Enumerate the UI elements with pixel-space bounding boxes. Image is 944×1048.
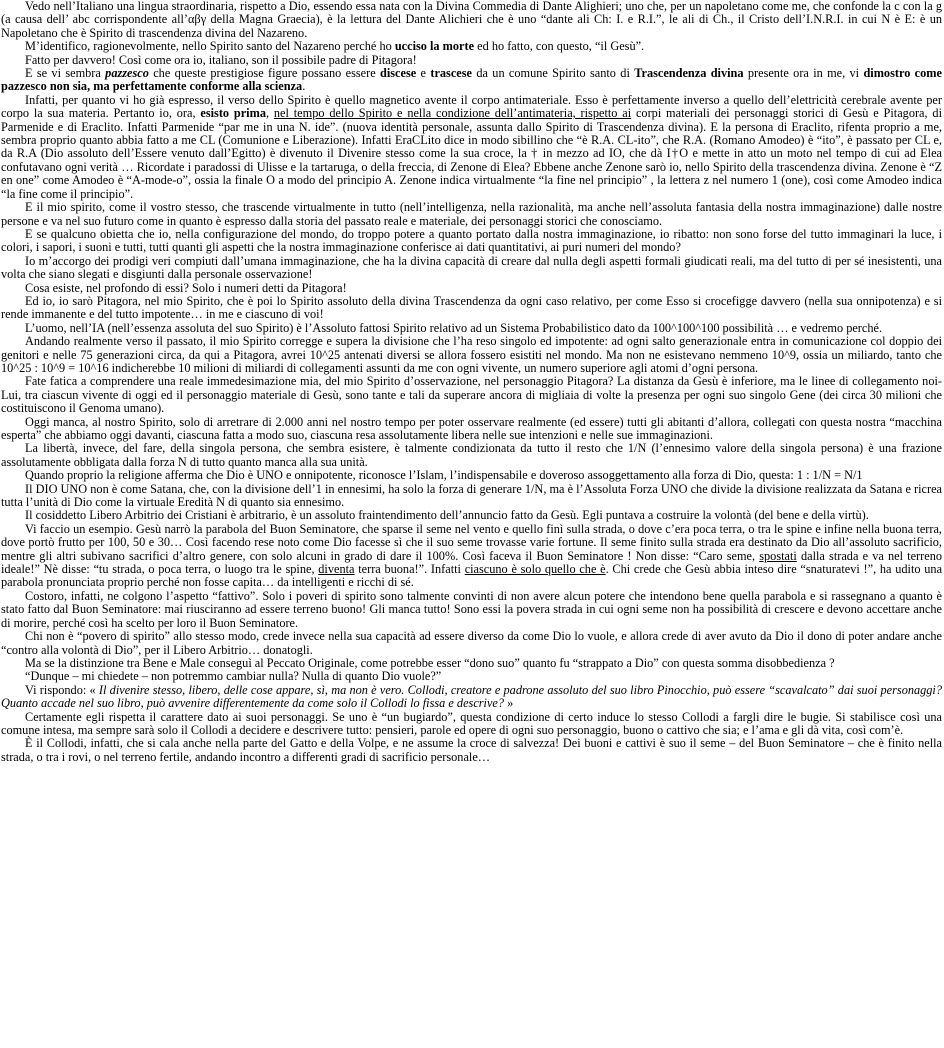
text-run: Fate fatica a comprendere una reale immedesimazione mia, del mio Spirito d’osservazione, nel personaggio Pitagora? La distanza da Gesù è inferiore, ma le linee di collegamento noi-Lui, tra ciascun vivente di oggi ed il personaggio materiale di Gesù, sono tante e tali da superare ancora di migliaia di volte la presenza per ogni suo singolo Gene (dei circa 30 milioni che costituiscono il Genoma umano). xyxy=(1,374,942,416)
paragraph xyxy=(1,54,942,67)
text-run: Vi rispondo: « xyxy=(25,682,99,697)
text-run: L’uomo, nell’IA (nell’essenza assoluta del suo Spirito) è l’Assoluto fattosi Spirito relativo ad un Sistema Probabilistico dato da 100^100^100 possibilità … e vedremo perché. xyxy=(25,320,883,335)
text-run: Oggi manca, al nostro Spirito, solo di arretrare di 2.000 anni nel nostro tempo per poter osservare realmente (ed essere) tutti gli abitanti d’allora, collegati con questa nostra “macchina esperta” che abbiamo oggi davanti, ciascuna fatta a modo suo, ciascuna resa assolutamente libera nelle sue intenzioni e nelle sue immaginazioni. xyxy=(1,414,942,442)
paragraph xyxy=(1,282,942,295)
emphasis-text: ciascuno è solo quello che è xyxy=(464,562,606,577)
text-run: Chi non è “povero di spirito” allo stesso modo, crede invece nella sua capacità ad essere diverso da come Dio lo vuole, e allora crede di aver avuto da Dio il dono di poter andare anche “contro alla volontà di Dio”, per il Libero Arbitrio… donatogli. xyxy=(1,629,942,657)
text-run: Ma se la distinzione tra Bene e Male conseguì al Peccato Originale, come potrebbe esser “dono suo” quanto fu “strappato a Dio” con questa somma disobbedienza ? xyxy=(25,655,835,670)
paragraph xyxy=(1,737,942,764)
paragraph xyxy=(1,657,942,670)
paragraph xyxy=(1,0,942,40)
text-run: corpi materiali dei personaggi storici di Gesù e Pitagora, di Parmenide e di Eraclito. Infatti Parmenide “par me in una N. ide”. (nuova identità personale, assunta dallo Spirito di Trascendenza divina). E la persona di Eraclito, rifenta proprio a me, sembra proprio quanto abbia fatto a me CL (Comunione e Liberazione). Infatti EraCLito dice in modo sibillino che “è R.A. CL-ito”, che R.A. (Romano Amodeo) è “ito”, è passato per CL e, da R.A (Dio assoluto dell’Essere venuto dall’Egitto) è divenuto il Divenire stesso come la sua croce, la † in mezzo ad IO, che dà I†O e mette in atto un moto nel tempo di cui ad Elea confutavano ogni verità … Ricordate i paradossi di Ulisse e la tartaruga, o della freccia, di Zenone di Elea? Ebbene anche Zenone sarò io, nello Spirito della trascendenza divina. Zenone è “Z en one” come Amodeo è “A-mode-o”, ossia la finale O a modo del principio A. Zenone indica virtualmente “la fine nel principio” , la lettera z nel numero 1 (one), così come Amodeo indica “la fine come il principio”. xyxy=(1,106,942,201)
text-run: ed ho fatto, con questo, “il Gesù”. xyxy=(474,39,645,54)
paragraph xyxy=(1,40,942,53)
paragraph xyxy=(1,255,942,282)
text-run: terra buona!”. Infatti xyxy=(354,562,465,577)
text-run: Io m’accorgo dei prodigi veri compiuti dall’umana immaginazione, che ha la divina capacità di creare dal nulla degli aspetti formali giudicati reali, ma del tutto di per sé inesistenti, una volta che siano slegati e disgiunti dalla personale osservazione! xyxy=(1,253,942,282)
paragraph xyxy=(1,335,942,375)
paragraph xyxy=(1,670,942,683)
emphasis-text: nel tempo dello Spirito e nella condizione dell’antimateria, rispetto ai xyxy=(273,106,632,121)
paragraph xyxy=(1,523,942,590)
text-run: Costoro, infatti, ne colgono l’aspetto “fattivo”. Solo i poveri di spirito sono talmente convinti di non avere alcun potere che intendono bene quella parabola e si rassegnano a quanto è stato fatto dal Buon Seminatore: mai riusciranno ad essere terreno buono! Gli manca tutto! Sono essi la povera strada in cui ogni seme non ha possibilità di crescere e devono accettare anche di morire, perché così ha scelto per loro il Buon Seminatore. xyxy=(1,588,942,630)
emphasis-text: spostati xyxy=(759,548,797,563)
text-run: È il Collodi, infatti, che si cala anche nella parte del Gatto e della Volpe, e ne assume la croce di salvezza! Dei buoni e cattivi è suo il seme – del Buon Seminatore – che è finito nella strada, o tra i rovi, o nel terreno fertile, andando incontro a differenti gradi di sacrificio personale… xyxy=(1,736,942,764)
text-run: Ed io, io sarò Pitagora, nel mio Spirito, che è poi lo Spirito assoluto della divina Trascendenza da ogni caso relativo, per come Esso si crocefigge davvero (nella sua onnipotenza) e si rende immanente e del tutto impotente… in me e ciascuno di voi! xyxy=(1,293,942,322)
paragraph xyxy=(1,201,942,228)
text-run: dalla strada e va nel terreno ideale!” Nè disse: “tu strada, o poca terra, o luogo tra le spine, xyxy=(1,548,942,577)
text-run: Vedo nell’Italiano una lingua straordinaria, rispetto a Dio, essendo essa nata con la Divina Commedia di Dante Alighieri; uno che, per un napoletano come me, che confonde la c con la g (a causa dell’ abc corrispondente all’αβγ della Magna Graecia), è la lettura del Dante Alichieri che è uno “dante ali Ch: I. e R.I.”, le ali di Ch., il Cristo dell’I.N.R.I. in cui N è E: è un Napoletano che è Spirito di trascendenza divina del Nazareno. xyxy=(1,0,942,40)
paragraph xyxy=(1,442,942,469)
text-run: La libertà, invece, del fare, della singola persona, che sembra esistere, è talmente condizionata da tutto il resto che 1/N (l’ennesimo valore della singola persona) è una frazione assolutamente obbligata dalla forza N di tutto quanto manca alla sua unità. xyxy=(1,441,942,469)
text-run: “Dunque – mi chiedete – non potremmo cambiar nulla? Nulla di quanto Dio vuole?” xyxy=(25,669,442,684)
emphasis-text: ucciso la morte xyxy=(394,39,475,54)
text-run: Cosa esiste, nel profondo di essi? Solo i numeri detti da Pitagora! xyxy=(25,280,347,295)
text-run: Il DIO UNO non è come Satana, che, con la divisione dell’1 in ennesimi, ha solo la forza di generare 1/N, ma è l’Assoluta Forza UNO che divide la divisione realizzata da Satana e ricrea tutta l’unità di Dio come la virtuale Eredità N di quanto sia ennesimo. xyxy=(1,481,942,510)
emphasis-text: discese xyxy=(380,66,417,81)
text-run: Fatto per davvero! Così come ora io, italiano, son il possibile padre di Pitagora! xyxy=(25,52,417,67)
emphasis-text: dimostro come pazzesco non sia, ma perfettamente conforme alla scienza xyxy=(1,66,942,94)
text-run: Certamente egli rispetta il carattere dato ai suoi personaggi. Se uno è “un bugiardo”, questa condizione di certo induce lo stesso Collodi a fargli dire le bugie. Si stabilisce così una comune intesa, ma sempre sarà solo il Collodi a decidere e descrivere tutto: pensieri, parole ed opere di ogni suo personaggio, buono o cattivo che sia; e l’ama e gli dà vita, così com’è. xyxy=(1,709,942,737)
text-run: , xyxy=(266,106,274,121)
text-run: e xyxy=(416,66,431,81)
text-run: Infatti, per quanto vi ho già espresso, il verso dello Spirito è quello magnetico avente il corpo antimateriale. Esso è perfettamente inverso a quello dell’elettricità cerebrale avente per corpo la sua materia. Pertanto io, ora, xyxy=(1,92,942,121)
paragraph xyxy=(1,590,942,630)
text-run: Il cosiddetto Libero Arbitrio dei Cristiani è arbitrario, è un assoluto fraintendimento dell’annuncio fatto da Gesù. Egli puntava a costruire la volontà (del bene e della virtù). xyxy=(25,508,869,523)
paragraph xyxy=(1,375,942,415)
emphasis-text: trascese xyxy=(430,66,473,81)
emphasis-text: Trascendenza divina xyxy=(634,66,744,81)
emphasis-text: esisto prima xyxy=(200,106,266,121)
text-run: Quando proprio la religione afferma che Dio è UNO e onnipotente, riconosce l’Islam, l’indispensabile e doveroso assoggettamento alla forza di Dio, questa: 1 : 1/N = N/1 xyxy=(25,468,863,483)
text-run: E il mio spirito, come il vostro stesso, che trascende virtualmente in tutto (nell’intelligenza, nella razionalità, ma anche nell’assoluta fantasia della nostra immaginazione) dalle nostre persone e va nel suo futuro come in quanto è espresso dalla storia del passato reale e materiale, dei personaggi storici che conosciamo. xyxy=(1,200,942,228)
text-run: da un comune Spirito santo di xyxy=(472,66,635,81)
paragraph xyxy=(1,322,942,335)
paragraph xyxy=(1,469,942,482)
text-run: E se qualcuno obietta che io, nella configurazione del mondo, do troppo potere a quanto portato dalla nostra immaginazione, io ribatto: non sono forse del tutto immaginari la luce, i colori, i sapori, i suoni e tutti, tutti quanti gli aspetti che la nostra immaginazione conferisce ai dati quantitativi, ai puri numeri del mondo? xyxy=(1,226,942,255)
paragraph xyxy=(1,67,942,94)
paragraph xyxy=(1,711,942,738)
paragraph xyxy=(1,94,942,201)
paragraph xyxy=(1,684,942,711)
text-run: che queste prestigiose figure possano essere xyxy=(148,66,381,81)
emphasis-text: diventa xyxy=(318,562,355,577)
paragraph xyxy=(1,416,942,443)
text-run: Andando realmente verso il passato, il mio Spirito corregge e supera la divisione che l’ha reso singolo ed impotente: ad ogni salto generazionale entra in comunicazione col doppio dei genitori e nelle 75 generazioni circa, da qui a Pitagora, avrei 10^25 antenati diversi se allora fossero esistiti nel mondo. Ma non ne esistevano nemmeno 10^9, ossia un miliardo, tanto che 10^25 : 10^9 = 10^16 indicherebbe 10 milioni di miliardi di collegamenti assunti da me con ogni vivente, un numero superiore agli atomi d’ogni persona. xyxy=(1,334,942,375)
text-run: presente ora in me, vi xyxy=(743,66,864,81)
text-run: . xyxy=(302,79,306,94)
paragraph xyxy=(1,483,942,510)
emphasis-text: Il divenire stesso, libero, delle cose appare, sì, ma non è vero. Collodi, creatore e padrone assoluto del suo libro Pinocchio, può essere “scavalcato” dai suoi personaggi? Quanto accade nel suo libro, può avvenire differentemente da come solo il Collodi lo fissa e descrive? xyxy=(1,682,942,711)
text-run: . Chi crede che Gesù abbia inteso dire “snaturatevi !”, ha udito una parabola pronunciata proprio perché non fosse capita… da intelligenti e ricchi di sé. xyxy=(1,562,943,590)
text-run: Vi faccio un esempio. Gesù narrò la parabola del Buon Seminatore, che sparse il seme nel vento e quello finì sulla strada, o dove c’era poca terra, o tra le spine e infine nella buona terra, dove portò frutto per 100, 50 e 30… Così facendo rese noto come Dio facesse sì che il suo seme trovasse varie fortune. Il seme finito sulla strada era destinato da Dio all’assoluto sacrificio, mentre gli altri subivano sacrifici d’altro genere, con solo alcuni in grado di dare il 100%. Così faceva il Buon Seminatore ! Non disse: “Caro seme, xyxy=(1,521,942,563)
paragraph xyxy=(1,509,942,522)
paragraph xyxy=(1,630,942,657)
emphasis-text: pazzesco xyxy=(105,66,149,81)
text-run: » xyxy=(504,696,514,711)
paragraph xyxy=(1,295,942,322)
paragraph xyxy=(1,228,942,255)
text-run: M’identifico, ragionevolmente, nello Spirito santo del Nazareno perché ho xyxy=(25,39,395,54)
text-run: E se vi sembra xyxy=(25,66,106,81)
